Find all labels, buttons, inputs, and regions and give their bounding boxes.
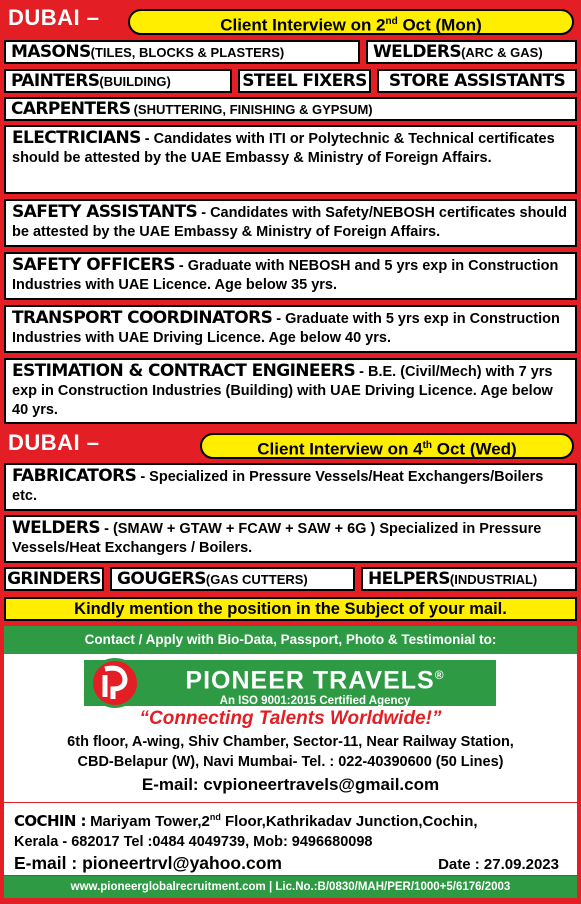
footer-website-license[interactable]: www.pioneerglobalrecruitment.com | Lic.No.:B/0830/MAH/PER/1000+5/6176/2003 xyxy=(4,876,577,898)
role-masons-title: MASONS xyxy=(11,42,91,62)
section2-interview-date xyxy=(200,433,574,459)
role-gougers-sub: (GAS CUTTERS) xyxy=(205,571,308,587)
cochin-office xyxy=(4,803,577,875)
role-electricians-desc: - Candidates with ITI or Polytechnic & Technical certificates should be attested by the UAE Embassy & Ministry of Foreign Affairs. xyxy=(12,131,555,166)
role-safety-assistants-desc: - Candidates with Safety/NEBOSH certificates should be attested by the UAE Embassy & Ministry of Foreign Affairs. xyxy=(12,205,568,240)
role-store-assistants xyxy=(377,69,577,93)
company-banner xyxy=(84,660,496,706)
role-safety-assistants xyxy=(4,199,577,247)
role-transport-title: TRANSPORT COORDINATORS xyxy=(12,308,273,328)
role-helpers xyxy=(361,567,577,591)
role-painters-sub: (BUILDING) xyxy=(99,73,171,89)
role-safety-assistants-title: SAFETY ASSISTANTS xyxy=(12,202,198,222)
role-electricians xyxy=(4,125,577,194)
role-welders-arc xyxy=(366,40,577,64)
cochin-line2: Kerala - 682017 Tel :0484 4049739, Mob: 9496680098 xyxy=(14,834,373,850)
role-steel-fixers-title: STEEL FIXERS xyxy=(242,71,367,91)
role-steel-fixers xyxy=(238,69,371,93)
iso-certification: An ISO 9001:2015 Certified Agency xyxy=(219,695,411,708)
section1-city: DUBAI – xyxy=(8,5,100,30)
role-estimation-title: ESTIMATION & CONTRACT ENGINEERS xyxy=(12,361,356,381)
mumbai-address-line2: CBD-Belapur (W), Navi Mumbai- Tel. : 022-40390600 (50 Lines) xyxy=(77,754,504,770)
role-welders-smaw xyxy=(4,515,577,563)
role-welders-smaw-title: WELDERS xyxy=(12,518,101,538)
subject-notice: Kindly mention the position in the Subject of your mail. xyxy=(4,597,577,621)
role-helpers-title: HELPERS xyxy=(368,569,450,589)
role-fabricators-desc: - Specialized in Pressure Vessels/Heat Exchangers/Boilers etc. xyxy=(12,469,544,504)
mumbai-address-line1: 6th floor, A-wing, Shiv Chamber, Sector-11, Near Railway Station, xyxy=(67,734,514,750)
role-estimation-engineers xyxy=(4,358,577,424)
role-store-assistants-title: STORE ASSISTANTS xyxy=(388,71,566,91)
role-fabricators xyxy=(4,463,577,511)
tagline: “Connecting Talents Worldwide!” xyxy=(139,708,442,729)
role-masons xyxy=(4,40,360,64)
section1-interview-sup: nd xyxy=(385,16,398,27)
role-painters xyxy=(4,69,232,93)
role-carpenters xyxy=(4,97,577,121)
role-transport-desc: - Graduate with 5 yrs exp in Construction Industries with UAE Driving Licence. Age below 40 yrs. xyxy=(12,311,560,346)
contact-panel xyxy=(4,654,577,802)
section2-interview-end: Oct (Wed) xyxy=(432,439,517,459)
company-name: PIONEER TRAVELS xyxy=(185,666,435,695)
cochin-line1-sup: nd xyxy=(209,812,221,822)
registered-mark: ® xyxy=(434,668,445,682)
section2-interview-text: Client Interview on 4 xyxy=(257,439,423,459)
role-safety-officers-desc: - Graduate with NEBOSH and 5 yrs exp in Construction Industries with UAE Licence. Age below 35 yrs. xyxy=(12,258,559,293)
role-safety-officers xyxy=(4,252,577,300)
section1-interview-text: Client Interview on 2 xyxy=(220,15,386,35)
section2-interview-sup: th xyxy=(422,440,433,451)
role-carpenters-title: CARPENTERS xyxy=(11,99,131,119)
cochin-label: COCHIN : xyxy=(14,812,86,830)
cochin-email[interactable]: E-mail : pioneertrvl@yahoo.com xyxy=(14,853,282,873)
cochin-line1-b: Floor,Kathrikadav Junction,Cochin, xyxy=(220,813,478,830)
role-electricians-title: ELECTRICIANS xyxy=(12,128,141,148)
role-safety-officers-title: SAFETY OFFICERS xyxy=(12,255,175,275)
role-grinders-title: GRINDERS xyxy=(7,569,101,589)
role-gougers-title: GOUGERS xyxy=(117,569,206,589)
role-welders-arc-title: WELDERS xyxy=(373,42,462,62)
role-masons-sub: (TILES, BLOCKS & PLASTERS) xyxy=(90,44,285,60)
role-estimation-desc: - B.E. (Civil/Mech) with 7 yrs exp in Construction Industries (Building) with UAE Driving Licence. Age below 40 yrs. xyxy=(12,364,553,418)
role-painters-title: PAINTERS xyxy=(11,71,100,91)
role-grinders xyxy=(4,567,104,591)
role-carpenters-sub: (SHUTTERING, FINISHING & GYPSUM) xyxy=(133,101,373,117)
section1-interview-date xyxy=(128,9,574,35)
role-welders-arc-sub: (ARC & GAS) xyxy=(461,44,543,60)
role-gougers xyxy=(110,567,355,591)
role-transport-coordinators xyxy=(4,305,577,353)
post-date: Date : 27.09.2023 xyxy=(438,856,559,873)
mumbai-address xyxy=(4,732,577,772)
cochin-line1-a: Mariyam Tower,2 xyxy=(90,813,210,830)
role-welders-smaw-desc: - (SMAW + GTAW + FCAW + SAW + 6G ) Specialized in Pressure Vessels/Heat Exchangers / Boilers. xyxy=(12,521,542,556)
section2-city: DUBAI – xyxy=(8,430,100,455)
company-logo-icon xyxy=(90,658,140,708)
role-helpers-sub: (INDUSTRIAL) xyxy=(449,571,538,587)
mumbai-email[interactable]: E-mail: cvpioneertravels@gmail.com xyxy=(141,775,440,794)
role-fabricators-title: FABRICATORS xyxy=(12,466,137,486)
section1-interview-end: Oct (Mon) xyxy=(397,15,482,35)
contact-heading: Contact / Apply with Bio-Data, Passport, Photo & Testimonial to: xyxy=(4,626,577,654)
